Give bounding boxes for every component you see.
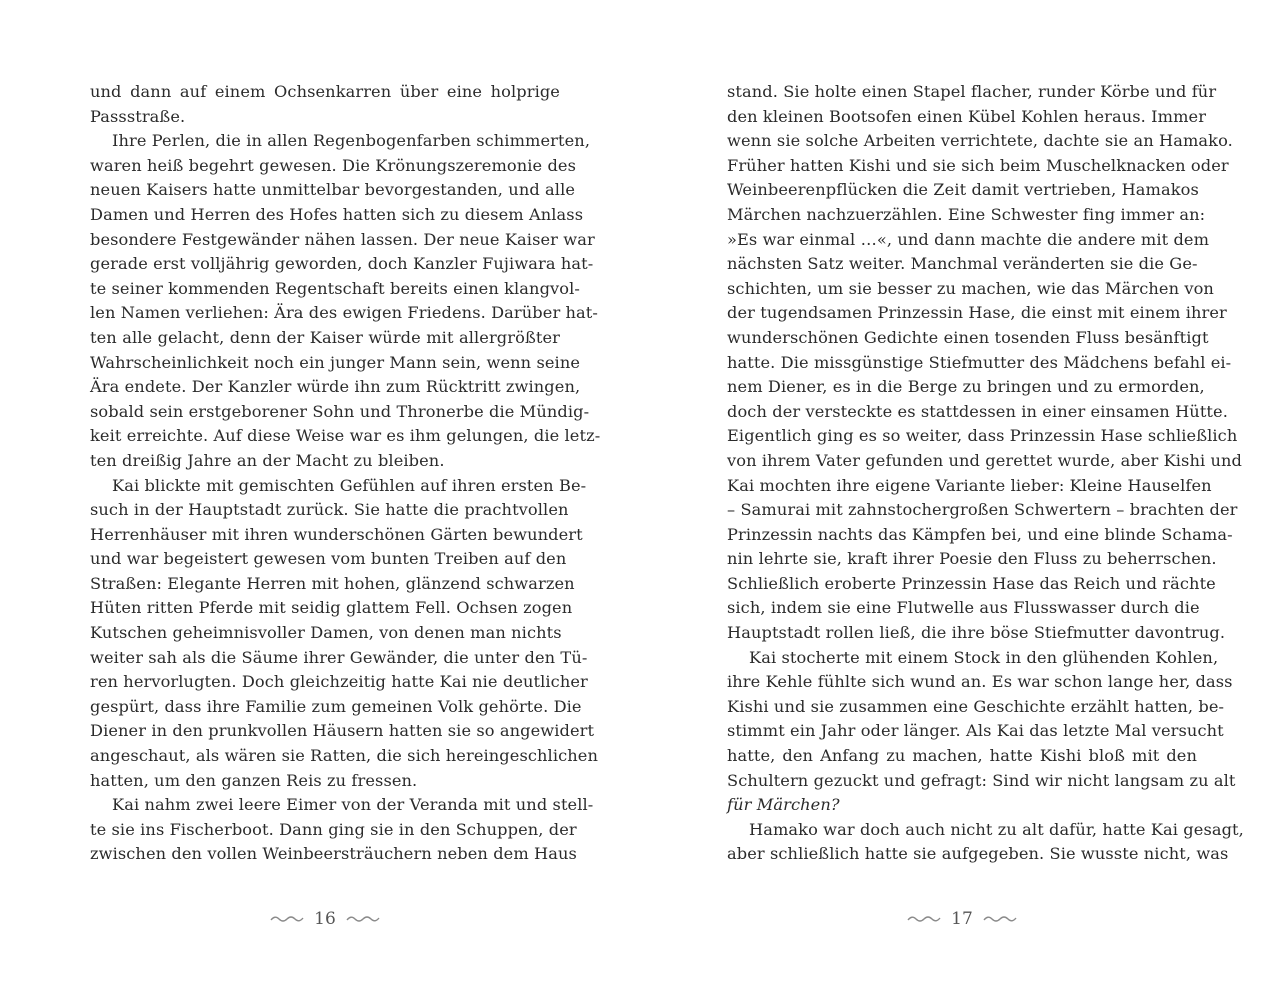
text-line: hatte. Die missgünstige Stiefmutter des Mädchens befahl ei- bbox=[727, 352, 1232, 372]
text-line: Wahrscheinlichkeit noch ein junger Mann sein, wenn seine bbox=[90, 352, 581, 372]
text-line: ren hervorlugten. Doch gleichzeitig hatte Kai nie deutlicher bbox=[90, 672, 588, 692]
text-line: und war begeistert gewesen vom bunten Treiben auf den bbox=[90, 549, 567, 569]
text-line: te seiner kommenden Regentschaft bereits einen klangvol- bbox=[90, 278, 580, 298]
text-line: Schultern gezuckt und gefragt: Sind wir nicht langsam zu alt bbox=[727, 770, 1236, 790]
page-number: 16 bbox=[314, 909, 336, 929]
text-line: Kai stocherte mit einem Stock in den glühenden Kohlen, bbox=[749, 647, 1219, 667]
text-line: Herrenhäuser mit ihren wunderschönen Gärten bewundert bbox=[90, 524, 583, 544]
text-line: Kai blickte mit gemischten Gefühlen auf ihren ersten Be- bbox=[112, 475, 587, 495]
text-line: ten dreißig Jahre an der Macht zu bleiben. bbox=[90, 450, 445, 470]
text-line: Eigentlich ging es so weiter, dass Prinzessin Hase schließlich bbox=[727, 426, 1238, 446]
text-line: den kleinen Bootsofen einen Kübel Kohlen heraus. Immer bbox=[727, 106, 1207, 126]
text-line: – Samurai mit zahnstochergroßen Schwertern – brachten der bbox=[727, 500, 1238, 520]
text-line: wunderschönen Gedichte einen tosenden Fluss besänftigt bbox=[727, 327, 1209, 347]
text-line: Ihre Perlen, die in allen Regenbogenfarben schimmerten, bbox=[112, 131, 591, 151]
text-line: ihre Kehle fühlte sich wund an. Es war schon lange her, dass bbox=[727, 672, 1233, 692]
text-line: doch der versteckte es stattdessen in einer einsamen Hütte. bbox=[727, 401, 1228, 421]
text-line: sobald sein erstgeborener Sohn und Thronerbe die Mündig- bbox=[90, 401, 590, 421]
text-line: len Namen verliehen: Ära des ewigen Friedens. Darüber hat- bbox=[90, 303, 598, 323]
text-line: für Märchen? bbox=[727, 795, 840, 815]
right-page-folio bbox=[897, 906, 1027, 932]
text-line: ten alle gelacht, denn der Kaiser würde mit allergrößter bbox=[90, 327, 560, 347]
text-line: und dann auf einem Ochsenkarren über eine holprige bbox=[90, 82, 560, 101]
text-line: von ihrem Vater gefunden und gerettet wurde, aber Kishi und bbox=[727, 450, 1243, 470]
text-line: Kai nahm zwei leere Eimer von der Veranda mit und stell- bbox=[112, 795, 594, 815]
wave-ornament-icon bbox=[983, 914, 1017, 924]
page-number: 17 bbox=[951, 909, 973, 929]
text-line: wenn sie solche Arbeiten verrichtete, dachte sie an Hamako. bbox=[727, 131, 1233, 151]
text-line: gespürt, dass ihre Familie zum gemeinen Volk gehörte. Die bbox=[90, 696, 582, 716]
text-line: Damen und Herren des Hofes hatten sich zu diesem Anlass bbox=[90, 204, 584, 224]
wave-ornament-icon bbox=[270, 914, 304, 924]
text-line: der tugendsamen Prinzessin Hase, die einst mit einem ihrer bbox=[727, 303, 1227, 323]
text-line: Hüten ritten Pferde mit seidig glattem Fell. Ochsen zogen bbox=[90, 598, 573, 618]
text-line: Hamako war doch auch nicht zu alt dafür, hatte Kai gesagt, bbox=[749, 819, 1244, 839]
text-line: te sie ins Fischerboot. Dann ging sie in den Schuppen, der bbox=[90, 819, 577, 839]
text-line: Schließlich eroberte Prinzessin Hase das Reich und rächte bbox=[727, 573, 1216, 593]
text-line: neuen Kaisers hatte unmittelbar bevorgestanden, und alle bbox=[90, 180, 576, 200]
text-line: Weinbeerenpflücken die Zeit damit vertrieben, Hamakos bbox=[727, 180, 1199, 200]
text-line: angeschaut, als wären sie Ratten, die sich hereingeschlichen bbox=[90, 746, 598, 766]
text-line: Kutschen geheimnisvoller Damen, von denen man nichts bbox=[90, 623, 562, 643]
text-line: »Es war einmal …«, und dann machte die andere mit dem bbox=[727, 229, 1210, 249]
text-line: weiter sah als die Säume ihrer Gewänder, die unter den Tü- bbox=[90, 647, 588, 667]
text-line: nem Diener, es in die Berge zu bringen und zu ermorden, bbox=[727, 377, 1205, 397]
text-line: stand. Sie holte einen Stapel flacher, runder Körbe und für bbox=[727, 82, 1217, 101]
text-line: nin lehrte sie, kraft ihrer Poesie den Fluss zu beherrschen. bbox=[727, 549, 1217, 569]
text-line: schichten, um sie besser zu machen, wie das Märchen von bbox=[727, 278, 1214, 298]
right-page-text bbox=[727, 80, 1244, 867]
text-line: stimmt ein Jahr oder länger. Als Kai das letzte Mal versucht bbox=[727, 721, 1224, 741]
text-line: Passstraße. bbox=[90, 106, 186, 126]
text-line: Früher hatten Kishi und sie sich beim Muschelknacken oder bbox=[727, 155, 1229, 175]
text-line: Kishi und sie zusammen eine Geschichte erzählt hatten, be- bbox=[727, 696, 1225, 716]
left-page-text bbox=[90, 80, 601, 867]
text-line: besondere Festgewänder nähen lassen. Der neue Kaiser war bbox=[90, 229, 595, 249]
text-line: keit erreichte. Auf diese Weise war es ihm gelungen, die letz- bbox=[90, 426, 601, 446]
text-line: sich, indem sie eine Flutwelle aus Flusswasser durch die bbox=[727, 598, 1200, 618]
text-line: hatten, um den ganzen Reis zu fressen. bbox=[90, 770, 418, 790]
text-line: Kai mochten ihre eigene Variante lieber: Kleine Hauselfen bbox=[727, 475, 1212, 495]
text-line: Ära endete. Der Kanzler würde ihn zum Rücktritt zwingen, bbox=[90, 377, 581, 397]
text-line: gerade erst volljährig geworden, doch Kanzler Fujiwara hat- bbox=[90, 254, 594, 274]
text-line: nächsten Satz weiter. Manchmal veränderten sie die Ge- bbox=[727, 254, 1198, 274]
wave-ornament-icon bbox=[907, 914, 941, 924]
text-line: aber schließlich hatte sie aufgegeben. Sie wusste nicht, was bbox=[727, 844, 1229, 864]
text-line: zwischen den vollen Weinbeersträuchern neben dem Haus bbox=[90, 844, 577, 864]
text-line: Prinzessin nachts das Kämpfen bei, und eine blinde Schama- bbox=[727, 524, 1233, 544]
text-line: hatte, den Anfang zu machen, hatte Kishi bloß mit den bbox=[727, 746, 1197, 766]
left-page-folio bbox=[260, 906, 390, 932]
text-line: waren heiß begehrt gewesen. Die Krönungszeremonie des bbox=[90, 155, 577, 175]
wave-ornament-icon bbox=[346, 914, 380, 924]
text-line: Märchen nachzuerzählen. Eine Schwester fing immer an: bbox=[727, 204, 1206, 224]
text-line: Diener in den prunkvollen Häusern hatten sie so angewidert bbox=[90, 721, 595, 741]
text-line: Hauptstadt rollen ließ, die ihre böse Stiefmutter davontrug. bbox=[727, 623, 1226, 643]
text-line: such in der Hauptstadt zurück. Sie hatte die prachtvollen bbox=[90, 500, 569, 520]
text-line: Straßen: Elegante Herren mit hohen, glänzend schwarzen bbox=[90, 573, 575, 593]
